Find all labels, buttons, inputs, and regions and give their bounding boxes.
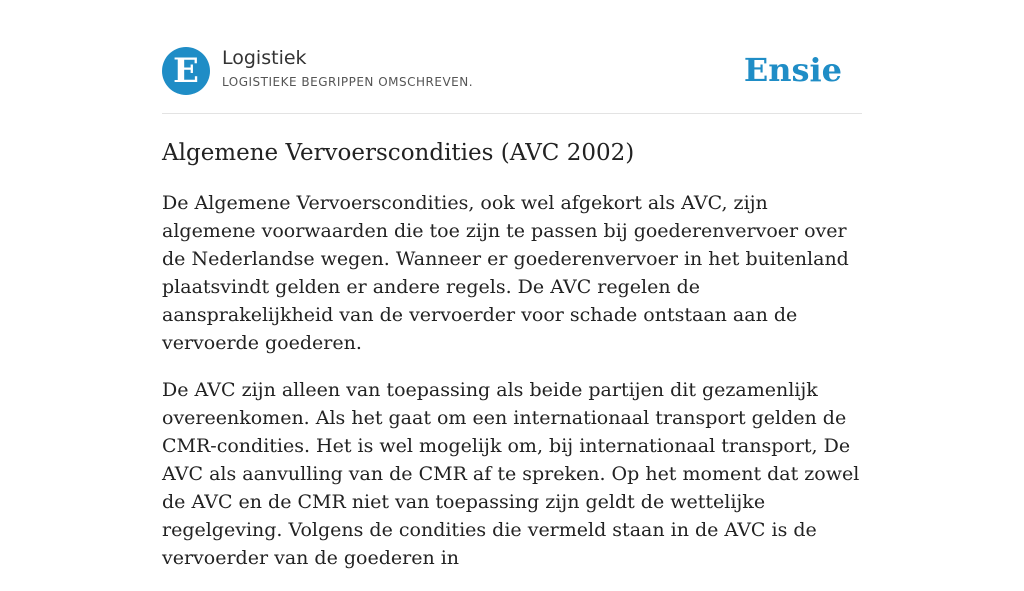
site-logo-icon[interactable]: E — [162, 47, 210, 95]
article-paragraph-1: De Algemene Vervoerscondities, ook wel afgekort als AVC, zijn algemene voorwaarden die toe zijn te passen bij goederenvervoer over de Nederlandse wegen. Wanneer er goederenvervoer in het buitenland plaatsvindt gelden er andere regels. De AVC regelen de aansprakelijkheid van de vervoerder voor schade ontstaan aan de vervoerde goederen. — [162, 192, 849, 354]
article-title: Algemene Vervoerscondities (AVC 2002) — [162, 140, 635, 166]
article-paragraph-2: De AVC zijn alleen van toepassing als beide partijen dit gezamenlijk overeenkomen. Als het gaat om een internationaal transport gelden de CMR-condities. Het is wel mogelijk om, bij internationaal transport, De AVC als aanvulling van de CMR af te spreken. Op het moment dat zowel de AVC en de CMR niet van toepassing zijn geldt de wettelijke regelgeving. Volgens de condities die vermeld staan in de AVC is de vervoerder van de goederen in — [162, 379, 860, 569]
site-header — [162, 47, 862, 113]
ensie-brand-link[interactable]: Ensie — [743, 51, 842, 89]
site-subtitle: LOGISTIEKE BEGRIPPEN OMSCHREVEN. — [222, 75, 474, 89]
article — [162, 136, 862, 591]
site-title[interactable]: Logistiek — [222, 47, 307, 69]
header-divider — [162, 113, 862, 114]
